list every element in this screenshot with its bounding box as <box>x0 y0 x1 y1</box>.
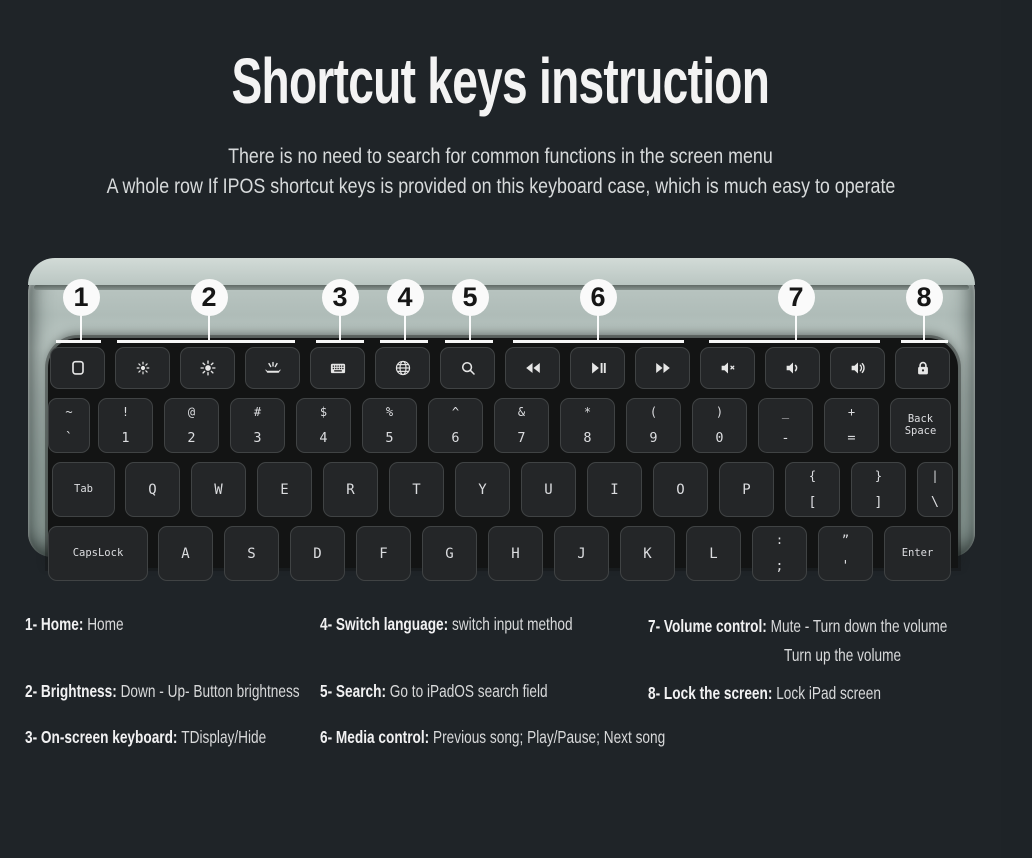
key-legend-top: ) <box>715 405 724 419</box>
key-a <box>158 526 213 581</box>
key-home <box>50 347 105 389</box>
mute-icon <box>718 358 738 378</box>
key-legend-bottom: 9 <box>649 430 658 446</box>
key-legend-bottom: 1 <box>121 430 130 446</box>
brightness-up-icon <box>198 358 218 378</box>
key-backspace <box>890 398 951 453</box>
key-] <box>851 462 906 517</box>
key-o <box>653 462 708 517</box>
key-legend-top: * <box>583 405 592 419</box>
key-f <box>356 526 411 581</box>
key-legend-bottom: ; <box>775 558 784 574</box>
key-q <box>125 462 180 517</box>
key-legend-bottom: 3 <box>253 430 262 446</box>
callout-circle-8: 8 <box>906 279 943 316</box>
key-onscreen-keyboard <box>310 347 365 389</box>
key-legend: L <box>709 545 718 562</box>
key-legend: R <box>346 481 355 498</box>
callout-leader-line-2 <box>208 315 210 341</box>
key-w <box>191 462 246 517</box>
key-legend: K <box>643 545 652 562</box>
key-legend-bottom: ] <box>874 494 883 510</box>
key-legend-bottom: 5 <box>385 430 394 446</box>
legend-item <box>25 727 334 748</box>
key-k <box>620 526 675 581</box>
callout-bracket-4 <box>380 340 428 343</box>
onscreen-keyboard-icon <box>328 358 348 378</box>
callout-bracket-2 <box>117 340 295 343</box>
legend-desc: TDisplay/Hide <box>181 727 267 747</box>
legend-item <box>320 614 644 635</box>
legend-item <box>648 616 1032 665</box>
legend-desc: switch input method <box>451 614 573 634</box>
legend-label: 7- Volume control: <box>648 616 771 636</box>
key-globe <box>375 347 430 389</box>
previous-track-icon <box>523 358 543 378</box>
callout-circle-5: 5 <box>452 279 489 316</box>
home-icon <box>68 358 88 378</box>
keyboard-case-hinge <box>28 258 975 285</box>
key-legend-top: ! <box>121 405 130 419</box>
key-mute <box>700 347 755 389</box>
callout-bracket-7 <box>709 340 880 343</box>
key-p <box>719 462 774 517</box>
key-legend: Y <box>478 481 487 498</box>
key-\ <box>917 462 953 517</box>
key-legend-bottom: ` <box>64 430 74 446</box>
subtitle-line-2: A whole row If IPOS shortcut keys is provided on this keyboard case, which is much easy to operate <box>106 175 895 198</box>
key-h <box>488 526 543 581</box>
key-legend-bottom: 0 <box>715 430 724 446</box>
legend-item <box>320 727 763 748</box>
legend-label: 1- Home: <box>25 614 88 634</box>
key-1 <box>98 398 153 453</box>
callout-leader-line-1 <box>80 315 82 341</box>
key-legend-top: | <box>931 469 939 483</box>
callout-bracket-6 <box>513 340 684 343</box>
key-legend-top: : <box>775 533 784 547</box>
key-legend-bottom: 4 <box>319 430 328 446</box>
legend-desc: Mute - Turn down the volume <box>770 616 948 636</box>
key-legend-top: # <box>253 405 262 419</box>
legend-desc: Down - Up- Button brightness <box>120 681 300 701</box>
key-0 <box>692 398 747 453</box>
legend-desc: Lock iPad screen <box>776 683 881 703</box>
key-g <box>422 526 477 581</box>
page-title <box>0 44 1001 118</box>
legend-item <box>25 614 151 635</box>
key-volume-down <box>765 347 820 389</box>
key-next-track <box>635 347 690 389</box>
key-legend: G <box>445 545 454 562</box>
key-e <box>257 462 312 517</box>
legend-label: 2- Brightness: <box>25 681 121 701</box>
key-legend-top: } <box>874 469 883 483</box>
callout-circle-1: 1 <box>63 279 100 316</box>
key-keyboard-backlight <box>245 347 300 389</box>
volume-down-icon <box>783 358 803 378</box>
key-legend: Back <box>907 413 934 425</box>
search-icon <box>458 358 478 378</box>
key-legend-top: { <box>808 469 817 483</box>
shortcut-legend <box>0 612 1001 812</box>
legend-desc-line2: Turn up the volume <box>784 645 902 665</box>
key-7 <box>494 398 549 453</box>
key-' <box>818 526 873 581</box>
key-legend-top: @ <box>187 405 196 419</box>
keyboard-photo <box>28 258 975 574</box>
callout-leader-line-3 <box>339 315 341 341</box>
key-legend-top: _ <box>781 405 790 419</box>
key-tab <box>52 462 115 517</box>
callout-bracket-1 <box>56 340 101 343</box>
key-4 <box>296 398 351 453</box>
key-play-pause <box>570 347 625 389</box>
key-legend-bottom: 6 <box>451 430 460 446</box>
key-s <box>224 526 279 581</box>
key-legend: I <box>610 481 619 498</box>
key-u <box>521 462 576 517</box>
keyboard-backlight-icon <box>263 358 283 378</box>
callout-leader-line-8 <box>923 315 925 341</box>
key-legend: D <box>313 545 322 562</box>
lock-icon <box>913 358 933 378</box>
key-legend-bottom: 8 <box>583 430 592 446</box>
key-brightness-down <box>115 347 170 389</box>
key-[ <box>785 462 840 517</box>
legend-label: 4- Switch language: <box>320 614 452 634</box>
key-legend: A <box>181 545 190 562</box>
key-legend-top: ” <box>841 533 850 547</box>
key-legend-top: ( <box>649 405 658 419</box>
volume-up-icon <box>848 358 868 378</box>
key-; <box>752 526 807 581</box>
key-legend: W <box>214 481 223 498</box>
key-t <box>389 462 444 517</box>
callout-bracket-3 <box>316 340 364 343</box>
legend-item <box>648 683 947 704</box>
key-enter <box>884 526 951 581</box>
callout-leader-line-6 <box>597 315 599 341</box>
keyboard-case-groove <box>34 285 969 290</box>
key-6 <box>428 398 483 453</box>
subtitle-line-1: There is no need to search for common functions in the screen menu <box>228 145 773 168</box>
key-legend: E <box>280 481 289 498</box>
key-legend-bottom: ' <box>841 558 850 574</box>
legend-desc: Go to iPadOS search field <box>389 681 548 701</box>
key-legend-bottom: [ <box>808 494 817 510</box>
callout-circle-4: 4 <box>387 279 424 316</box>
legend-label: 3- On-screen keyboard: <box>25 727 182 747</box>
callout-circle-2: 2 <box>191 279 228 316</box>
key-= <box>824 398 879 453</box>
legend-label: 5- Search: <box>320 681 390 701</box>
key-` <box>48 398 90 453</box>
key-legend: O <box>676 481 685 498</box>
key-search <box>440 347 495 389</box>
key-legend: Q <box>148 481 157 498</box>
key-legend: P <box>742 481 751 498</box>
key-previous-track <box>505 347 560 389</box>
key-legend-bottom: - <box>781 430 790 446</box>
key-legend: Tab <box>74 482 93 495</box>
key-volume-up <box>830 347 885 389</box>
callout-circle-7: 7 <box>778 279 815 316</box>
key-legend-bottom: \ <box>930 494 940 510</box>
key-legend-top: ~ <box>65 405 73 419</box>
key-j <box>554 526 609 581</box>
key-legend-top: + <box>847 405 856 419</box>
legend-label: 6- Media control: <box>320 727 434 747</box>
key-i <box>587 462 642 517</box>
key-legend-top: $ <box>319 405 328 419</box>
key-9 <box>626 398 681 453</box>
callout-circle-3: 3 <box>322 279 359 316</box>
globe-icon <box>393 358 413 378</box>
key-legend: F <box>379 545 388 562</box>
next-track-icon <box>653 358 673 378</box>
brightness-down-icon <box>133 358 153 378</box>
key-legend: H <box>511 545 520 562</box>
callout-leader-line-5 <box>469 315 471 341</box>
key-8 <box>560 398 615 453</box>
play-pause-icon <box>588 358 608 378</box>
callout-leader-line-4 <box>404 315 406 341</box>
legend-label: 8- Lock the screen: <box>648 683 777 703</box>
callout-leader-line-7 <box>795 315 797 341</box>
key-5 <box>362 398 417 453</box>
key-legend: T <box>412 481 421 498</box>
key-legend-bottom: 2 <box>187 430 196 446</box>
key-legend-top: ^ <box>451 405 460 419</box>
key-legend: U <box>544 481 553 498</box>
key-legend: S <box>247 545 256 562</box>
legend-desc: Home <box>87 614 124 634</box>
key-l <box>686 526 741 581</box>
key-lock <box>895 347 950 389</box>
callout-circle-6: 6 <box>580 279 617 316</box>
key-r <box>323 462 378 517</box>
legend-item <box>320 681 612 702</box>
key-legend: Enter <box>901 546 934 559</box>
key-legend: J <box>577 545 586 562</box>
key-legend-bottom: = <box>847 430 856 446</box>
callout-bracket-8 <box>901 340 948 343</box>
key-brightness-up <box>180 347 235 389</box>
key-2 <box>164 398 219 453</box>
page-title-text: Shortcut keys instruction <box>231 45 770 117</box>
key-legend: Space <box>904 424 937 437</box>
legend-desc: Previous song; Play/Pause; Next song <box>433 727 666 747</box>
key-y <box>455 462 510 517</box>
key-d <box>290 526 345 581</box>
key-legend: CapsLock <box>72 546 124 559</box>
key-capslock <box>48 526 148 581</box>
callout-bracket-5 <box>445 340 493 343</box>
key-legend-top: & <box>517 405 526 419</box>
key-legend-bottom: 7 <box>517 430 526 446</box>
key-- <box>758 398 813 453</box>
key-3 <box>230 398 285 453</box>
key-legend-top: % <box>385 405 394 419</box>
